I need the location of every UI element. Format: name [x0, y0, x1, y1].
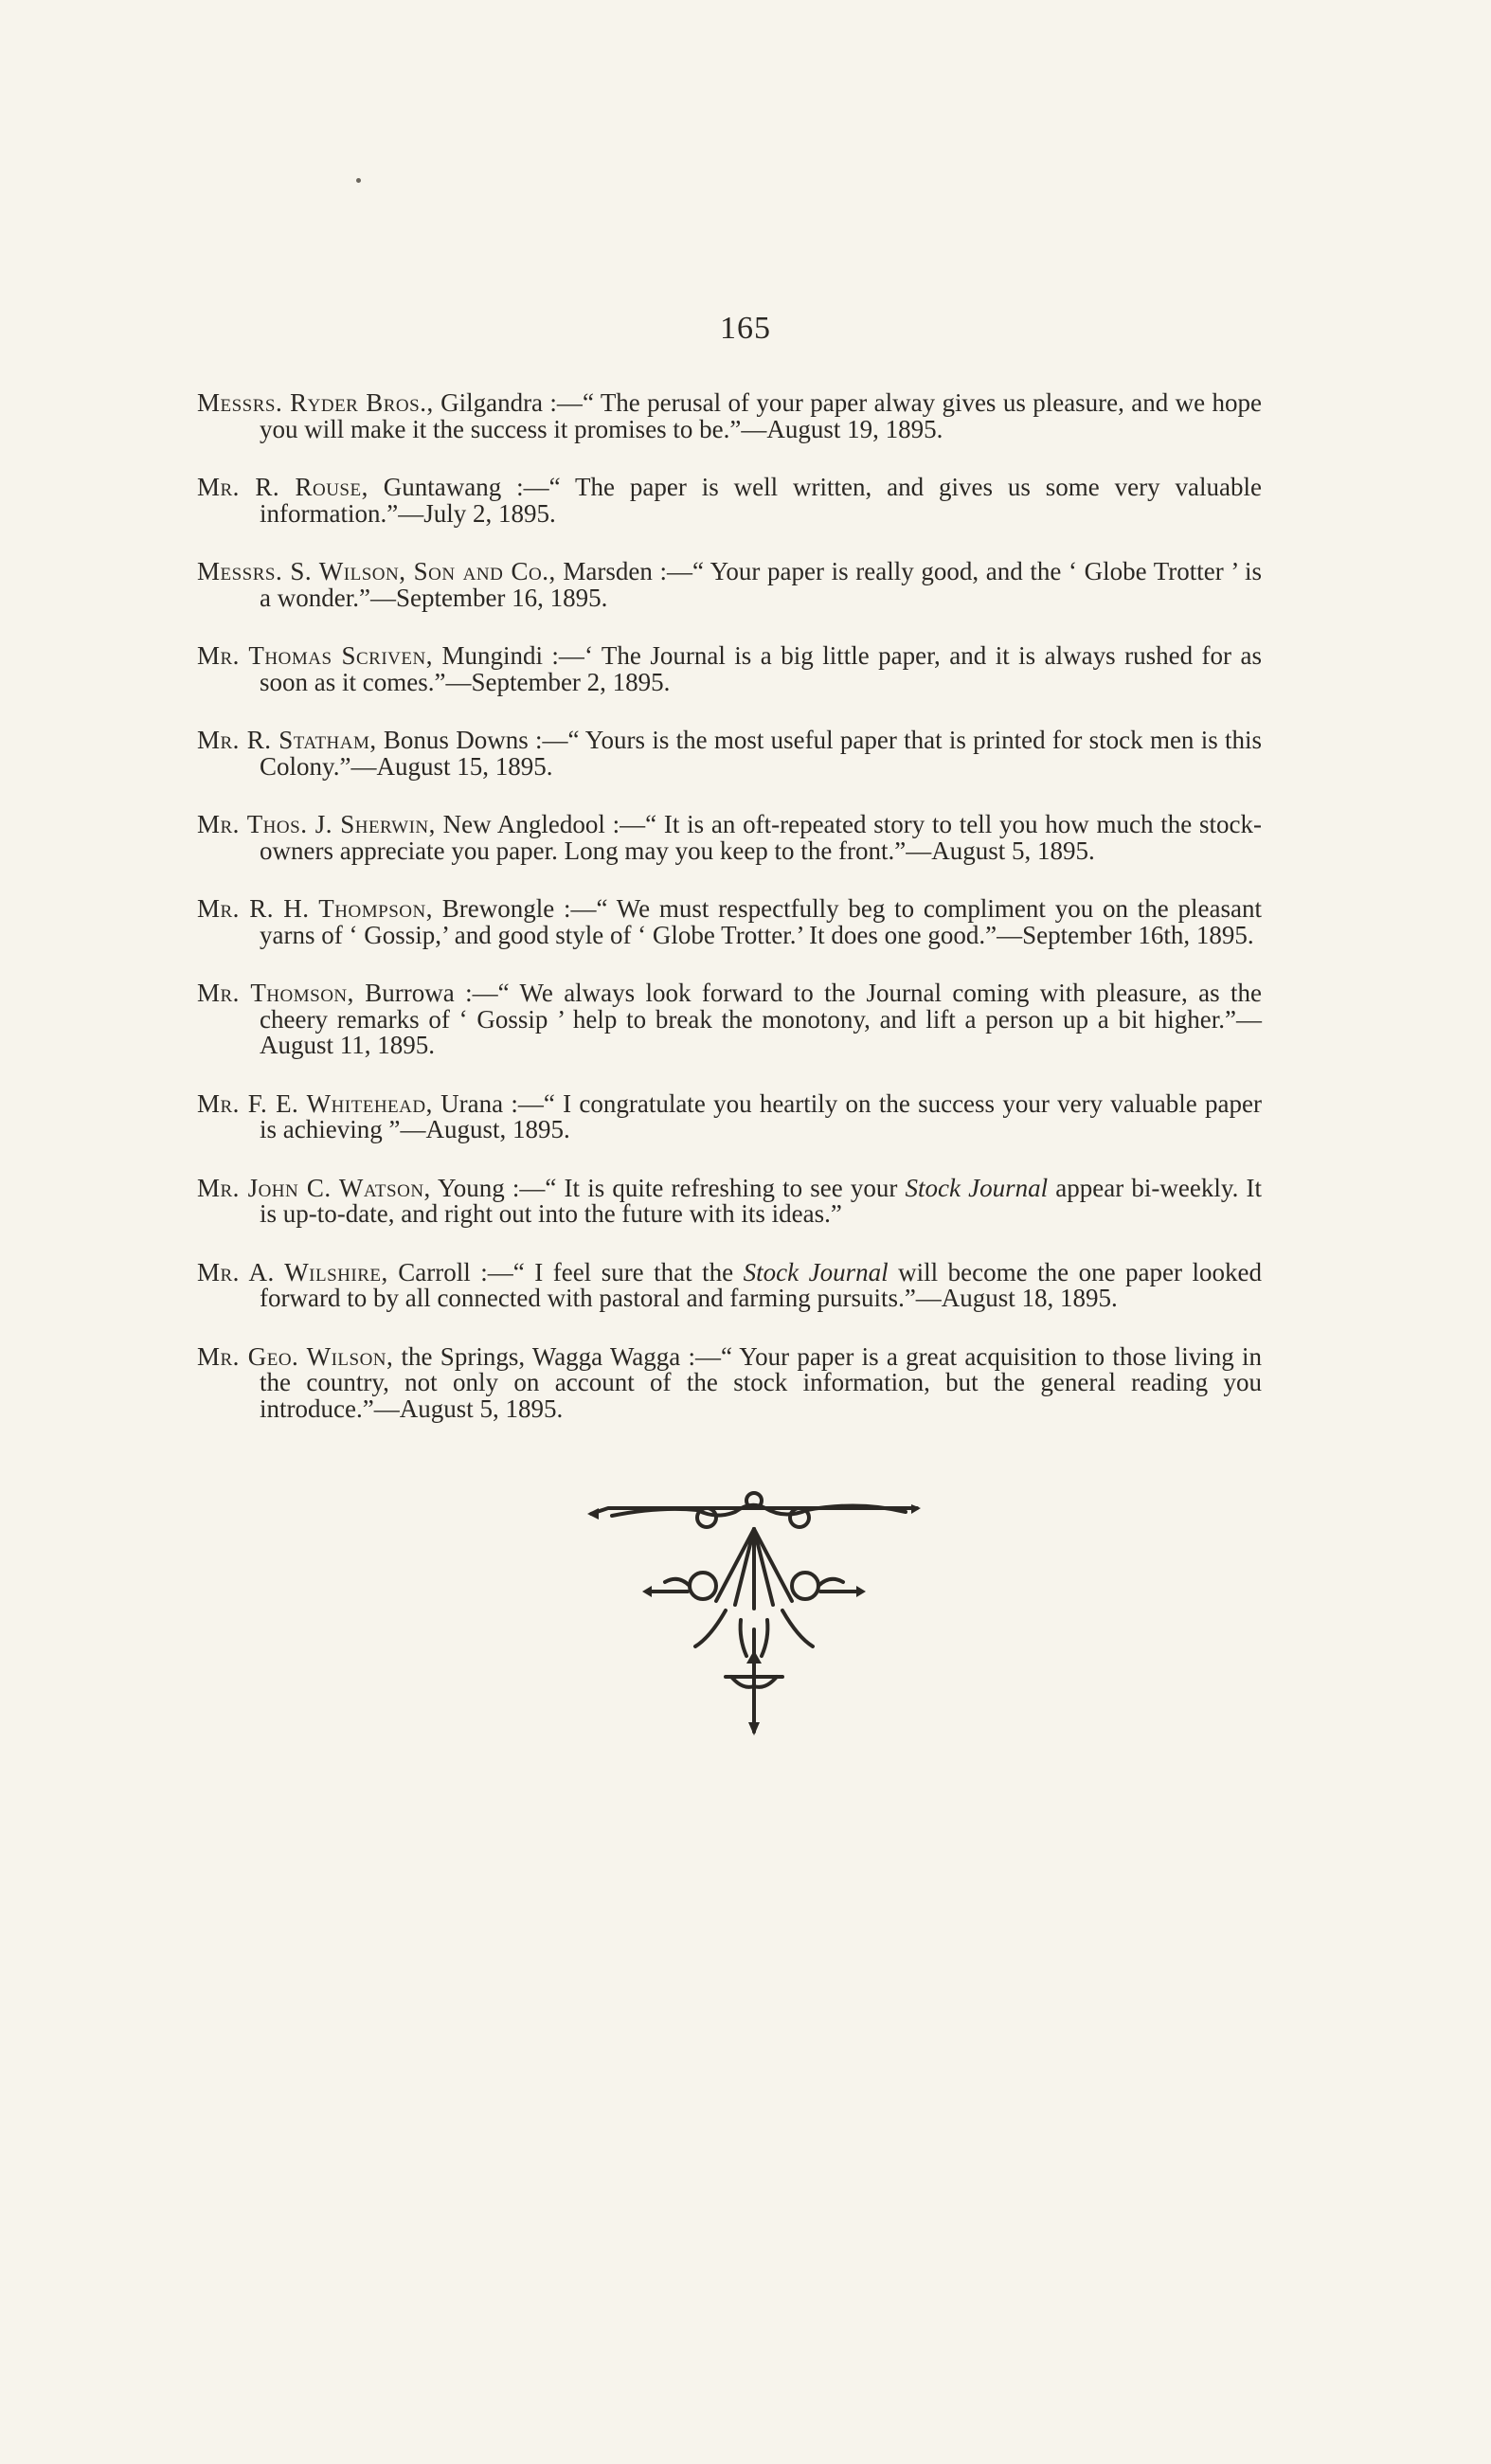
testimonial-place: Bonus Downs :— — [376, 726, 568, 754]
testimonial-entry — [197, 980, 1262, 1059]
testimonial-entry — [197, 728, 1262, 780]
testimonial-place: New Angledool :— — [435, 810, 646, 838]
testimonial-quote: “ We always look forward to the Journal coming with pleasure, as the cheery remarks of ‘ Gossip ’ help to break the monotony, and lift a person up a bit higher.”—August 11, 1895. — [260, 979, 1262, 1059]
testimonial-place: Gilgandra :— — [433, 388, 583, 417]
testimonial-quote: “ The perusal of your paper alway gives us pleasure, and we hope you will make it the success it promises to be.”—August 19, 1895. — [260, 388, 1262, 443]
testimonial-place: Carroll :— — [387, 1257, 513, 1286]
testimonial-author: Mr. A. Wilshire, — [197, 1257, 388, 1286]
testimonial-author: Mr. Thomson, — [197, 979, 354, 1007]
testimonial-place: Mungindi :— — [432, 641, 584, 670]
testimonial-quote: “ We must respectfully beg to compliment you on the pleasant yarns of ‘ Gossip,’ and good style of ‘ Globe Trotter.’ It does one good.”—September 16th, 1895. — [260, 894, 1262, 949]
testimonial-entry — [197, 1173, 1263, 1228]
testimonial-entry — [197, 896, 1262, 948]
publication-title: Stock Journal — [905, 1173, 1049, 1202]
testimonial-quote: “ The paper is well written, and gives us some very valuable information.”—July 2, 1895. — [260, 473, 1263, 528]
testimonial-author: Mr. Thomas Scriven, — [197, 641, 433, 670]
testimonial-quote: “ Yours is the most useful paper that is printed for stock men is this Colony.”—August 15, 1895. — [260, 726, 1262, 781]
testimonial-place: Burrowa :— — [353, 979, 498, 1007]
testimonial-quote: “ It is an oft-repeated story to tell you how much the stock-owners appreciate you paper. Long may you keep to the front.”—August 5, 1895. — [260, 810, 1262, 865]
testimonial-entry — [197, 1257, 1263, 1312]
testimonial-entry — [197, 1341, 1262, 1423]
testimonial-author: Messrs. S. Wilson, Son and Co., — [197, 557, 556, 585]
testimonial-quote: “ Your paper is a great acquisition to those living in the country, not only on account of the stock information, but the general reading you introduce.”—August 5, 1895. — [260, 1341, 1262, 1423]
decorative-tailpiece-ornament — [584, 1487, 925, 1753]
ink-speck — [356, 178, 361, 183]
testimonial-quote: ‘ The Journal is a big little paper, and it is always rushed for as soon as it comes.”—September 2, 1895. — [260, 641, 1262, 696]
testimonial-entry — [197, 1088, 1262, 1143]
publication-title: Stock Journal — [743, 1257, 889, 1286]
testimonial-place: the Springs, Wagga Wagga :— — [393, 1341, 722, 1371]
testimonial-quote-end: will become the one paper looked forward to by all connected with pastoral and farming pursuits.”—August 18, 1895. — [260, 1257, 1263, 1312]
testimonial-author: Mr. R. H. Thompson, — [197, 894, 433, 923]
testimonial-author: Mr. R. Rouse, — [197, 473, 368, 501]
testimonial-place: Young :— — [430, 1173, 546, 1202]
testimonial-entry — [197, 475, 1262, 527]
testimonial-entry — [197, 390, 1262, 442]
page-number: 165 — [720, 311, 771, 346]
testimonial-author: Mr. Geo. Wilson, — [197, 1341, 394, 1371]
testimonial-quote: “ Your paper is really good, and the ‘ Globe Trotter ’ is a wonder.”—September 16, 1895. — [260, 557, 1262, 612]
testimonial-quote: “ I congratulate you heartily on the success your very valuable paper is achieving ”—August, 1895. — [260, 1088, 1262, 1143]
testimonial-quote-start: “ It is quite refreshing to see your — [545, 1173, 906, 1202]
testimonial-place: Brewongle :— — [432, 894, 597, 923]
testimonial-entry — [197, 559, 1262, 611]
testimonial-quote-start: “ I feel sure that the — [512, 1257, 744, 1286]
testimonial-author: Messrs. Ryder Bros., — [197, 388, 434, 417]
testimonial-entry — [197, 812, 1262, 864]
testimonial-author: Mr. F. E. Whitehead, — [197, 1088, 433, 1118]
testimonial-quote-end: appear bi-weekly. It is up-to-date, and right out into the future with its ideas.” — [260, 1173, 1263, 1228]
testimonial-place: Guntawang :— — [368, 473, 549, 501]
testimonial-place: Urana :— — [432, 1088, 544, 1118]
testimonial-author: Mr. R. Statham, — [197, 726, 377, 754]
testimonial-entry — [197, 643, 1262, 695]
testimonial-author: Mr. John C. Watson, — [197, 1173, 431, 1202]
testimonials-list — [197, 390, 1262, 1454]
testimonial-author: Mr. Thos. J. Sherwin, — [197, 810, 436, 838]
testimonial-place: Marsden :— — [555, 557, 692, 585]
